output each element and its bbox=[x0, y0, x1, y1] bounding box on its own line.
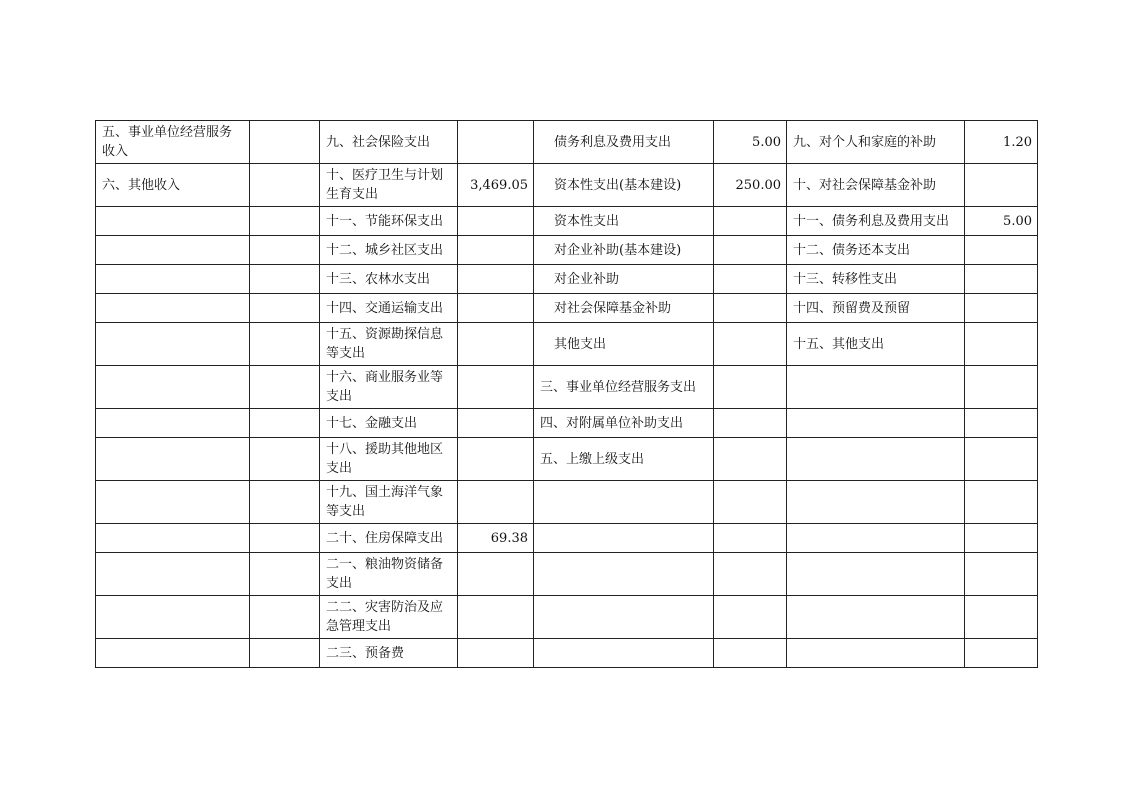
expense-dept-amount-cell bbox=[965, 438, 1038, 481]
income-item-cell bbox=[96, 207, 250, 236]
income-amount-cell bbox=[250, 366, 320, 409]
expense-economic-item-cell bbox=[534, 481, 714, 524]
expense-dept-amount-cell bbox=[965, 524, 1038, 553]
expense-economic-amount-cell bbox=[714, 524, 787, 553]
expense-economic-item-cell bbox=[534, 596, 714, 639]
income-item-cell bbox=[96, 236, 250, 265]
income-amount-cell bbox=[250, 409, 320, 438]
expense-function-amount-cell bbox=[458, 639, 534, 668]
income-amount-cell bbox=[250, 265, 320, 294]
expense-dept-item-cell bbox=[787, 524, 965, 553]
income-item-cell bbox=[96, 323, 250, 366]
expense-economic-amount-cell bbox=[714, 553, 787, 596]
expense-economic-item-cell: 对社会保障基金补助 bbox=[534, 294, 714, 323]
income-item-cell bbox=[96, 639, 250, 668]
expense-economic-amount-cell bbox=[714, 366, 787, 409]
table-row bbox=[96, 639, 1038, 668]
expense-economic-item-cell: 债务利息及费用支出 bbox=[534, 121, 714, 164]
expense-dept-item-cell bbox=[787, 409, 965, 438]
expense-function-amount-cell: 3,469.05 bbox=[458, 164, 534, 207]
expense-dept-amount-cell bbox=[965, 294, 1038, 323]
income-item-cell: 六、其他收入 bbox=[96, 164, 250, 207]
table-row bbox=[96, 409, 1038, 438]
income-amount-cell bbox=[250, 294, 320, 323]
expense-dept-amount-cell bbox=[965, 409, 1038, 438]
expense-function-amount-cell bbox=[458, 207, 534, 236]
income-amount-cell bbox=[250, 596, 320, 639]
table-row bbox=[96, 207, 1038, 236]
income-amount-cell bbox=[250, 639, 320, 668]
expense-dept-amount-cell bbox=[965, 481, 1038, 524]
expense-economic-amount-cell bbox=[714, 438, 787, 481]
expense-economic-amount-cell bbox=[714, 207, 787, 236]
expense-dept-item-cell: 十、对社会保障基金补助 bbox=[787, 164, 965, 207]
income-item-cell: 五、事业单位经营服务收入 bbox=[96, 121, 250, 164]
expense-function-amount-cell bbox=[458, 553, 534, 596]
income-amount-cell bbox=[250, 438, 320, 481]
expense-function-item-cell: 十、医疗卫生与计划生育支出 bbox=[320, 164, 458, 207]
expense-dept-amount-cell bbox=[965, 366, 1038, 409]
expense-function-amount-cell bbox=[458, 481, 534, 524]
expense-economic-amount-cell bbox=[714, 596, 787, 639]
expense-economic-item-cell: 资本性支出 bbox=[534, 207, 714, 236]
expense-economic-amount-cell bbox=[714, 409, 787, 438]
expense-economic-item-cell: 五、上缴上级支出 bbox=[534, 438, 714, 481]
table-row bbox=[96, 323, 1038, 366]
expense-dept-item-cell bbox=[787, 639, 965, 668]
expense-dept-amount-cell bbox=[965, 236, 1038, 265]
expense-economic-item-cell bbox=[534, 524, 714, 553]
expense-dept-amount-cell bbox=[965, 323, 1038, 366]
expense-economic-amount-cell bbox=[714, 323, 787, 366]
expense-dept-amount-cell bbox=[965, 265, 1038, 294]
expense-function-item-cell: 九、社会保险支出 bbox=[320, 121, 458, 164]
income-amount-cell bbox=[250, 481, 320, 524]
expense-economic-amount-cell bbox=[714, 481, 787, 524]
expense-function-amount-cell bbox=[458, 438, 534, 481]
expense-function-item-cell: 十六、商业服务业等支出 bbox=[320, 366, 458, 409]
table-row bbox=[96, 294, 1038, 323]
expense-function-amount-cell bbox=[458, 323, 534, 366]
income-item-cell bbox=[96, 294, 250, 323]
expense-dept-item-cell: 十二、债务还本支出 bbox=[787, 236, 965, 265]
income-amount-cell bbox=[250, 164, 320, 207]
expense-function-item-cell: 二三、预备费 bbox=[320, 639, 458, 668]
expense-function-amount-cell: 69.38 bbox=[458, 524, 534, 553]
expense-economic-item-cell: 四、对附属单位补助支出 bbox=[534, 409, 714, 438]
income-item-cell bbox=[96, 409, 250, 438]
income-amount-cell bbox=[250, 121, 320, 164]
table-row bbox=[96, 265, 1038, 294]
expense-dept-amount-cell bbox=[965, 639, 1038, 668]
expense-function-item-cell: 十三、农林水支出 bbox=[320, 265, 458, 294]
expense-function-amount-cell bbox=[458, 121, 534, 164]
expense-function-item-cell: 十八、援助其他地区支出 bbox=[320, 438, 458, 481]
table-row bbox=[96, 164, 1038, 207]
expense-dept-item-cell bbox=[787, 553, 965, 596]
expense-economic-item-cell: 三、事业单位经营服务支出 bbox=[534, 366, 714, 409]
expense-economic-item-cell: 对企业补助(基本建设) bbox=[534, 236, 714, 265]
expense-dept-item-cell: 十三、转移性支出 bbox=[787, 265, 965, 294]
expense-dept-amount-cell: 5.00 bbox=[965, 207, 1038, 236]
expense-dept-amount-cell: 1.20 bbox=[965, 121, 1038, 164]
table-row bbox=[96, 596, 1038, 639]
expense-dept-item-cell bbox=[787, 438, 965, 481]
expense-function-amount-cell bbox=[458, 265, 534, 294]
income-amount-cell bbox=[250, 236, 320, 265]
income-amount-cell bbox=[250, 207, 320, 236]
budget-table bbox=[95, 120, 1038, 668]
expense-economic-item-cell: 其他支出 bbox=[534, 323, 714, 366]
income-item-cell bbox=[96, 438, 250, 481]
expense-economic-amount-cell bbox=[714, 265, 787, 294]
table-row bbox=[96, 366, 1038, 409]
expense-dept-item-cell: 十五、其他支出 bbox=[787, 323, 965, 366]
expense-function-amount-cell bbox=[458, 366, 534, 409]
expense-function-item-cell: 二一、粮油物资储备支出 bbox=[320, 553, 458, 596]
expense-economic-amount-cell bbox=[714, 294, 787, 323]
expense-dept-item-cell: 十四、预留费及预留 bbox=[787, 294, 965, 323]
expense-dept-item-cell: 九、对个人和家庭的补助 bbox=[787, 121, 965, 164]
income-item-cell bbox=[96, 265, 250, 294]
expense-function-item-cell: 二十、住房保障支出 bbox=[320, 524, 458, 553]
expense-dept-amount-cell bbox=[965, 596, 1038, 639]
table-row bbox=[96, 481, 1038, 524]
expense-economic-item-cell: 对企业补助 bbox=[534, 265, 714, 294]
table-row bbox=[96, 524, 1038, 553]
expense-economic-item-cell bbox=[534, 639, 714, 668]
income-item-cell bbox=[96, 366, 250, 409]
expense-economic-amount-cell bbox=[714, 236, 787, 265]
expense-dept-item-cell bbox=[787, 366, 965, 409]
expense-function-amount-cell bbox=[458, 409, 534, 438]
table-row bbox=[96, 553, 1038, 596]
expense-economic-amount-cell: 5.00 bbox=[714, 121, 787, 164]
expense-economic-amount-cell: 250.00 bbox=[714, 164, 787, 207]
income-item-cell bbox=[96, 481, 250, 524]
expense-function-item-cell: 二二、灾害防治及应急管理支出 bbox=[320, 596, 458, 639]
expense-function-amount-cell bbox=[458, 236, 534, 265]
expense-dept-item-cell: 十一、债务利息及费用支出 bbox=[787, 207, 965, 236]
income-amount-cell bbox=[250, 323, 320, 366]
expense-function-item-cell: 十九、国土海洋气象等支出 bbox=[320, 481, 458, 524]
income-item-cell bbox=[96, 553, 250, 596]
expense-dept-item-cell bbox=[787, 481, 965, 524]
expense-dept-amount-cell bbox=[965, 553, 1038, 596]
expense-function-item-cell: 十二、城乡社区支出 bbox=[320, 236, 458, 265]
expense-function-item-cell: 十五、资源勘探信息等支出 bbox=[320, 323, 458, 366]
income-item-cell bbox=[96, 596, 250, 639]
expense-economic-item-cell: 资本性支出(基本建设) bbox=[534, 164, 714, 207]
table-row bbox=[96, 438, 1038, 481]
expense-dept-amount-cell bbox=[965, 164, 1038, 207]
expense-function-item-cell: 十七、金融支出 bbox=[320, 409, 458, 438]
expense-function-item-cell: 十四、交通运输支出 bbox=[320, 294, 458, 323]
income-amount-cell bbox=[250, 553, 320, 596]
income-amount-cell bbox=[250, 524, 320, 553]
expense-function-amount-cell bbox=[458, 596, 534, 639]
expense-dept-item-cell bbox=[787, 596, 965, 639]
expense-economic-item-cell bbox=[534, 553, 714, 596]
table-row bbox=[96, 236, 1038, 265]
expense-function-amount-cell bbox=[458, 294, 534, 323]
table-body bbox=[96, 121, 1038, 668]
income-item-cell bbox=[96, 524, 250, 553]
expense-economic-amount-cell bbox=[714, 639, 787, 668]
table-row bbox=[96, 121, 1038, 164]
expense-function-item-cell: 十一、节能环保支出 bbox=[320, 207, 458, 236]
